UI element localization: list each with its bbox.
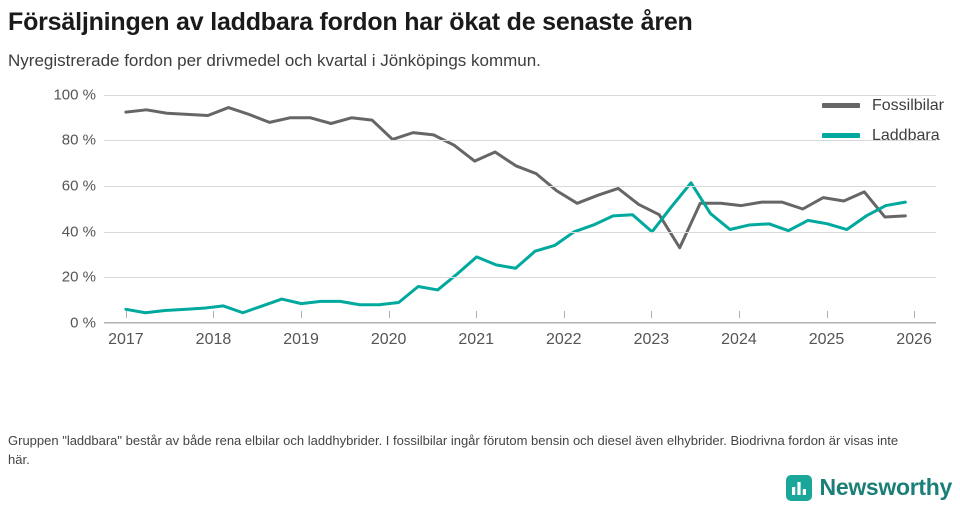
y-tick-label: 60 % <box>61 177 96 195</box>
legend-label-fossilbilar: Fossilbilar <box>871 96 944 114</box>
gridline <box>104 323 936 324</box>
x-tick-mark <box>301 311 302 318</box>
legend-swatch-laddbara <box>822 133 860 138</box>
series-lines <box>104 95 936 323</box>
x-tick-label: 2021 <box>458 330 494 348</box>
legend-label-laddbara: Laddbara <box>871 126 940 144</box>
gridline <box>104 140 936 141</box>
chart-container <box>8 83 952 373</box>
y-tick-label: 80 % <box>61 131 96 149</box>
y-tick-label: 20 % <box>61 268 96 286</box>
page-subtitle: Nyregistrerade fordon per drivmedel och kvartal i Jönköpings kommun. <box>8 50 541 70</box>
x-tick-mark <box>476 311 477 318</box>
x-tick-label: 2026 <box>896 330 932 348</box>
page-title: Försäljningen av laddbara fordon har ökat de senaste åren <box>8 8 693 36</box>
legend-item-fossilbilar <box>822 97 944 115</box>
series-line-fossilbilar <box>126 107 905 247</box>
series-line-laddbara <box>126 183 905 313</box>
brand-name: Newsworthy <box>819 474 952 500</box>
x-tick-label: 2017 <box>108 330 144 348</box>
x-tick-mark <box>126 311 127 318</box>
gridline <box>104 186 936 187</box>
x-tick-mark <box>389 311 390 318</box>
gridline <box>104 232 936 233</box>
x-tick-mark <box>827 311 828 318</box>
chart-legend <box>822 97 944 157</box>
legend-swatch-fossilbilar <box>822 103 860 108</box>
bar-chart-icon <box>786 475 812 501</box>
x-tick-label: 2020 <box>370 330 407 348</box>
x-tick-mark <box>213 311 214 318</box>
x-tick-mark <box>651 311 652 318</box>
x-axis-line <box>104 322 936 323</box>
y-tick-label: 40 % <box>61 223 96 241</box>
x-tick-mark <box>739 311 740 318</box>
gridline <box>104 277 936 278</box>
x-tick-mark <box>564 311 565 318</box>
y-tick-label: 0 % <box>70 314 96 332</box>
legend-item-laddbara <box>822 127 944 145</box>
brand-logo <box>786 474 952 501</box>
plot-area <box>104 95 936 323</box>
x-tick-label: 2022 <box>545 330 582 348</box>
x-tick-label: 2023 <box>633 330 670 348</box>
x-tick-label: 2018 <box>195 330 232 348</box>
y-tick-label: 100 % <box>53 86 96 104</box>
x-tick-label: 2025 <box>808 330 845 348</box>
x-tick-label: 2019 <box>283 330 319 348</box>
x-tick-label: 2024 <box>721 330 757 348</box>
chart-page <box>0 8 960 513</box>
x-tick-mark <box>914 311 915 318</box>
footnote: Gruppen "laddbara" består av både rena elbilar och laddhybrider. I fossilbilar ingår förutom bensin och diesel även elhybrider. Biodrivna fordon är visas inte här. <box>8 433 899 467</box>
gridline <box>104 95 936 96</box>
